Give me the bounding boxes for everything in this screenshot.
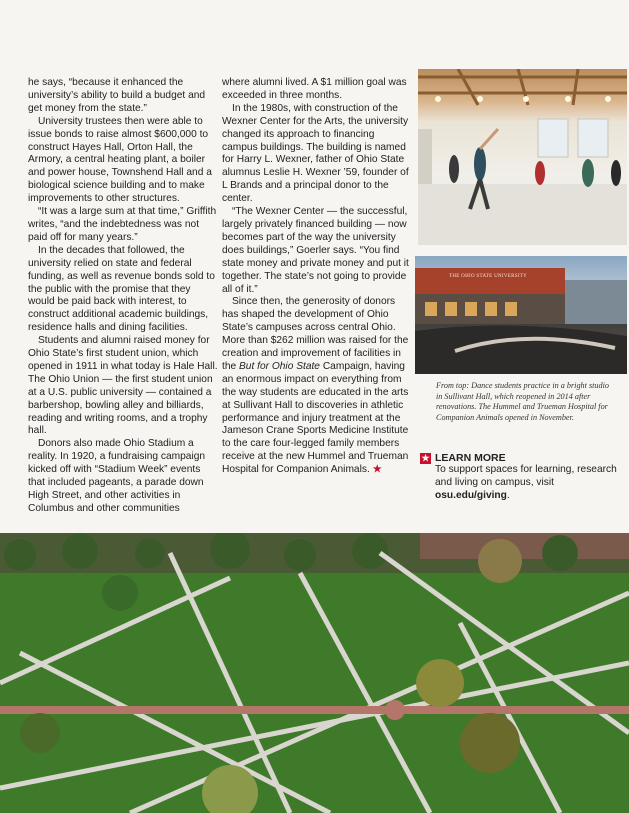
learn-more-text <box>435 464 625 503</box>
campus-oval-aerial-photo <box>0 533 629 813</box>
hospital-sign: THE OHIO STATE UNIVERSITY <box>449 274 528 279</box>
article-paragraph <box>222 296 412 477</box>
star-icon: ★ <box>421 452 430 463</box>
learn-more-period: . <box>506 489 510 501</box>
campaign-name: But for Ohio State <box>239 360 320 372</box>
learn-more-title: LEARN MORE <box>435 452 506 464</box>
article-paragraph: “It was a large sum at that time,” Griffith writes, “and the indebtedness was not paid off for many years.” <box>28 206 217 243</box>
giving-link[interactable]: osu.edu/giving <box>435 489 507 501</box>
article-paragraph: Donors also made Ohio Stadium a reality. In 1920, a fundraising campaign kicked off with “Stadium Week” events that included pageants, a parade down High Street, and other activities in Columbus and other communities <box>28 438 206 514</box>
learn-more-box <box>420 452 625 503</box>
article-column-1 <box>28 77 218 516</box>
article-paragraph: where alumni lived. A $1 million goal was exceeded in three months. <box>222 77 407 101</box>
learn-more-body: To support spaces for learning, research and living on campus, visit <box>435 464 617 488</box>
learn-more-heading <box>420 452 625 464</box>
article-column-2 <box>222 77 412 477</box>
article-paragraph: Students and alumni raised money for Ohio State’s first student union, which opened in 1911 in what today is Hale Hall. The Ohio Union — the first student union at a U.S. public university — contained a barbershop, bowling alley and billiards, reading and writing rooms, and a trophy hall. <box>28 335 218 437</box>
veterinary-hospital-photo <box>415 256 627 374</box>
dance-studio-photo <box>418 69 627 245</box>
article-paragraph: University trustees then were able to issue bonds to raise almost $600,000 to construct Hayes Hall, Orton Hall, the Armory, a central heating plant, a boiler and power house, Townshend Hall and a biological science building and to make improvements to other structures. <box>28 115 212 205</box>
end-star-icon: ★ <box>372 464 382 476</box>
article-paragraph: In the decades that followed, the university relied on state and federal funding, as well as revenue bonds sold to the public with the promise that they would be paid back with interest, to construct additional academic buildings, residence halls and dining facilities. <box>28 244 215 334</box>
article-paragraph: “The Wexner Center — the successful, largely privately financed building — now becomes part of the way the university does buildings,” Goerler says. “You find state money and private money and put it together. The state’s not going to provide all of it.” <box>222 206 409 295</box>
paragraph-text: Since then, the generosity of donors has shaped the development of Ohio State’s campuses across central Ohio. More than $262 million was raised for the creation and improvement of facilities in the <box>222 296 409 372</box>
article-paragraph: In the 1980s, with construction of the Wexner Center for the Arts, the university changed its approach to financing campus buildings. The building is named for Harry L. Wexner, father of Ohio State alumnus Leslie H. Wexner ’59, founder of L Brands and a principal donor to the center. <box>222 102 409 205</box>
photo-caption: From top: Dance students practice in a bright studio in Sullivant Hall, which reopened in 2014 after renovations. The Hummel and Trueman Hospital for Companion Animals opened in November. <box>436 381 609 422</box>
paragraph-text: Campaign, having an enormous impact on everything from the way students are educated in the arts at Sullivant Hall to discoveries in athletic performance and injury treatment at the Jameson Crane Sports Medicine Institute to the care four-legged family members receive at the new Hummel and Trueman Hospital for Companion Animals. <box>222 360 409 476</box>
article-paragraph: he says, “because it enhanced the university’s ability to build a budget and get money from the state.” <box>28 77 206 114</box>
